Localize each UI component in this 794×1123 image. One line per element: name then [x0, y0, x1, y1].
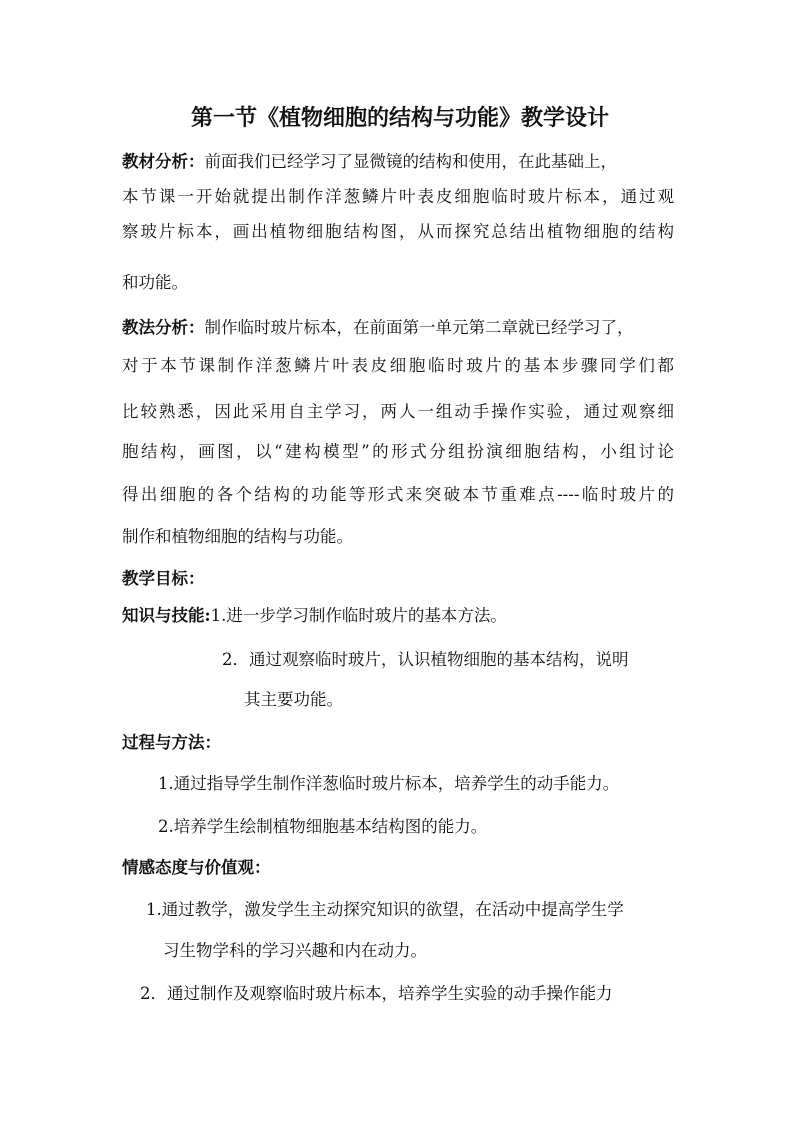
knowledge-item-1: 1.进一步学习制作临时玻片的基本方法。 — [210, 606, 507, 625]
analysis-text: 前面我们已经学习了显微镜的结构和使用，在此基础上， — [204, 152, 617, 171]
method-line: 制作和植物细胞的结构与功能。 — [122, 527, 353, 546]
page-title: 第一节《植物细胞的结构与功能》教学设计 — [190, 105, 609, 131]
knowledge-item-2: 2．通过观察临时玻片，认识植物细胞的基本结构，说明 — [222, 650, 629, 669]
knowledge-line-1 — [122, 604, 507, 628]
process-heading: 过程与方法： — [122, 733, 221, 752]
analysis-paragraph-line-1 — [122, 150, 617, 174]
method-text: 制作临时玻片标本，在前面第一单元第二章就已经学习了， — [204, 318, 634, 337]
method-label: 教法分析： — [122, 318, 205, 337]
emotion-item-2: 2．通过制作及观察临时玻片标本，培养学生实验的动手操作能力 — [140, 984, 613, 1003]
process-item-2: 2.培养学生绘制植物细胞基本结构图的能力。 — [158, 817, 488, 836]
knowledge-label: 知识与技能: — [122, 606, 211, 625]
analysis-line: 察玻片标本，画出植物细胞结构图，从而探究总结出植物细胞的结构 — [122, 222, 674, 241]
analysis-label: 教材分析： — [122, 152, 205, 171]
method-line: 对于本节课制作洋葱鳞片叶表皮细胞临时玻片的基本步骤同学们都 — [122, 356, 674, 375]
process-item-1: 1.通过指导学生制作洋葱临时玻片标本，培养学生的动手能力。 — [158, 774, 620, 793]
analysis-line: 和功能。 — [122, 273, 188, 292]
emotion-item-1-continued: 习生物学科的学习兴趣和内在动力。 — [163, 941, 427, 960]
emotion-item-1: 1.通过教学，激发学生主动探究知识的欲望，在活动中提高学生学 — [146, 900, 624, 919]
goals-heading: 教学目标： — [122, 569, 205, 588]
method-line: 比较熟悉，因此采用自主学习，两人一组动手操作实验，通过观察细 — [122, 402, 674, 421]
method-line: 胞结构，画图，以“建构模型”的形式分组扮演细胞结构，小组讨论 — [122, 442, 674, 461]
analysis-line: 本节课一开始就提出制作洋葱鳞片叶表皮细胞临时玻片标本，通过观 — [122, 187, 674, 206]
method-line: 得出细胞的各个结构的功能等形式来突破本节重难点----临时玻片的 — [122, 485, 674, 504]
emotion-heading: 情感态度与价值观： — [122, 858, 271, 877]
method-paragraph-line-1 — [122, 316, 634, 340]
knowledge-item-2-continued: 其主要功能。 — [244, 690, 343, 709]
